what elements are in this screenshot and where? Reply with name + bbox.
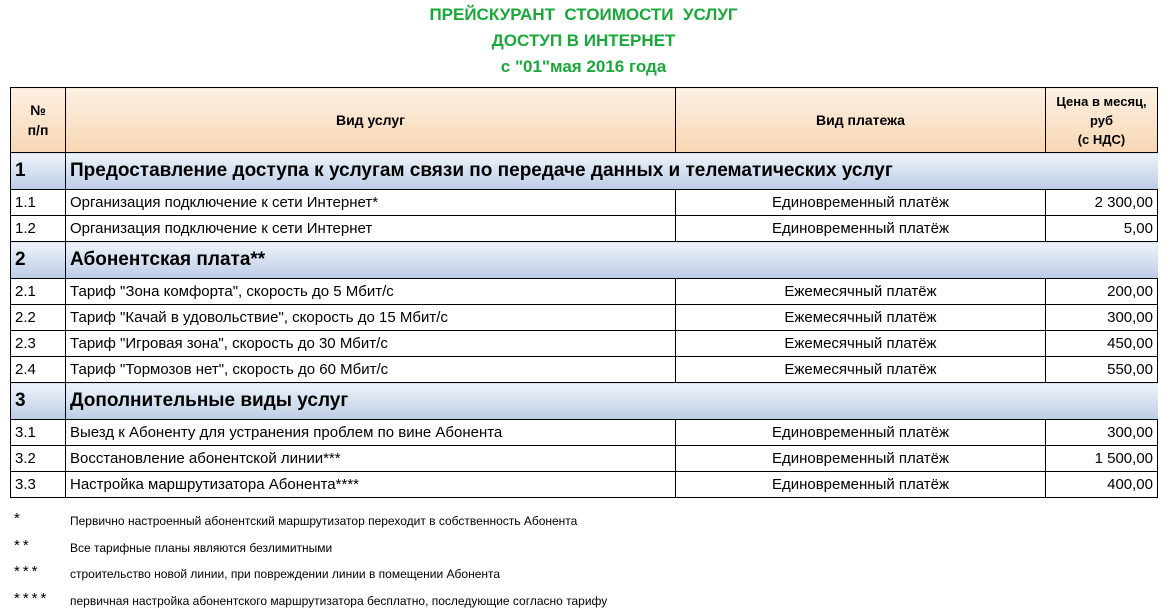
row-service: Организация подключение к сети Интернет bbox=[66, 216, 676, 242]
header-row bbox=[11, 88, 1158, 153]
row-no: 1.2 bbox=[11, 216, 66, 242]
row-price: 450,00 bbox=[1046, 331, 1158, 357]
row-price: 2 300,00 bbox=[1046, 190, 1158, 216]
title-line-3: с "01"мая 2016 года bbox=[500, 57, 667, 76]
row-service: Выезд к Абоненту для устранения проблем по вине Абонента bbox=[66, 420, 676, 446]
footnote-mark: **** bbox=[14, 589, 50, 607]
footnote-mark: * bbox=[14, 510, 23, 527]
table-row bbox=[11, 420, 1158, 446]
row-no: 2.3 bbox=[11, 331, 66, 357]
row-payment: Ежемесячный платёж bbox=[676, 357, 1046, 383]
footnote-text: Все тарифные планы являются безлимитными bbox=[70, 540, 333, 555]
row-price: 1 500,00 bbox=[1046, 446, 1158, 472]
row-service: Организация подключение к сети Интернет* bbox=[66, 190, 676, 216]
row-no: 2.4 bbox=[11, 357, 66, 383]
header-no-line1: № bbox=[30, 102, 46, 118]
header-no bbox=[11, 88, 66, 153]
table-row bbox=[11, 446, 1158, 472]
table-row bbox=[11, 216, 1158, 242]
table-row bbox=[11, 331, 1158, 357]
row-price: 550,00 bbox=[1046, 357, 1158, 383]
header-no-line2: п/п bbox=[27, 122, 49, 138]
row-payment: Ежемесячный платёж bbox=[676, 331, 1046, 357]
row-no: 2.2 bbox=[11, 305, 66, 331]
title-line-1: ПРЕЙСКУРАНТ СТОИМОСТИ УСЛУГ bbox=[429, 5, 738, 24]
row-price: 5,00 bbox=[1046, 216, 1158, 242]
row-no: 3.1 bbox=[11, 420, 66, 446]
section-no: 1 bbox=[11, 153, 66, 190]
document-title bbox=[0, 2, 1167, 80]
row-no: 3.2 bbox=[11, 446, 66, 472]
price-table bbox=[10, 87, 1158, 498]
footnote-text: первичная настройка абонентского маршрутизатора бесплатно, последующие согласно тарифу bbox=[70, 593, 608, 608]
header-price-line2: руб bbox=[1089, 112, 1114, 128]
section-title: Дополнительные виды услуг bbox=[66, 383, 1158, 420]
section-row bbox=[11, 242, 1158, 279]
row-payment: Единовременный платёж bbox=[676, 420, 1046, 446]
row-service: Восстановление абонентской линии*** bbox=[66, 446, 676, 472]
row-service: Тариф "Игровая зона", скорость до 30 Мбит/с bbox=[66, 331, 676, 357]
section-no: 2 bbox=[11, 242, 66, 279]
row-payment: Единовременный платёж bbox=[676, 190, 1046, 216]
row-service: Тариф "Тормозов нет", скорость до 60 Мбит/с bbox=[66, 357, 676, 383]
row-payment: Единовременный платёж bbox=[676, 216, 1046, 242]
row-no: 3.3 bbox=[11, 472, 66, 498]
title-line-2: ДОСТУП В ИНТЕРНЕТ bbox=[491, 31, 676, 50]
row-payment: Ежемесячный платёж bbox=[676, 305, 1046, 331]
table-row bbox=[11, 472, 1158, 498]
header-price-line1: Цена в месяц, bbox=[1056, 93, 1147, 109]
header-price bbox=[1046, 88, 1158, 153]
table-row bbox=[11, 279, 1158, 305]
row-payment: Единовременный платёж bbox=[676, 472, 1046, 498]
row-price: 300,00 bbox=[1046, 420, 1158, 446]
table-row bbox=[11, 305, 1158, 331]
row-no: 2.1 bbox=[11, 279, 66, 305]
row-payment: Единовременный платёж bbox=[676, 446, 1046, 472]
section-title: Абонентская плата** bbox=[66, 242, 1158, 279]
row-no: 1.1 bbox=[11, 190, 66, 216]
section-row bbox=[11, 383, 1158, 420]
row-service: Настройка маршрутизатора Абонента**** bbox=[66, 472, 676, 498]
table-row bbox=[11, 357, 1158, 383]
section-row bbox=[11, 153, 1158, 190]
footnote-text: Первично настроенный абонентский маршрутизатор переходит в собственность Абонента bbox=[70, 514, 578, 528]
header-service: Вид услуг bbox=[66, 88, 676, 153]
row-price: 300,00 bbox=[1046, 305, 1158, 331]
row-price: 400,00 bbox=[1046, 472, 1158, 498]
header-price-line3: (с НДС) bbox=[1077, 131, 1126, 147]
footnote-text: строительство новой линии, при повреждении линии в помещении Абонента bbox=[70, 567, 501, 581]
table-row bbox=[11, 190, 1158, 216]
row-price: 200,00 bbox=[1046, 279, 1158, 305]
footnote-mark: ** bbox=[14, 536, 32, 554]
header-payment: Вид платежа bbox=[676, 88, 1046, 153]
row-service: Тариф "Качай в удовольствие", скорость до 15 Мбит/с bbox=[66, 305, 676, 331]
section-title: Предоставление доступа к услугам связи по передаче данных и телематических услуг bbox=[66, 153, 1158, 190]
row-service: Тариф "Зона комфорта", скорость до 5 Мбит/с bbox=[66, 279, 676, 305]
footnote-mark: *** bbox=[14, 563, 41, 580]
row-payment: Ежемесячный платёж bbox=[676, 279, 1046, 305]
section-no: 3 bbox=[11, 383, 66, 420]
